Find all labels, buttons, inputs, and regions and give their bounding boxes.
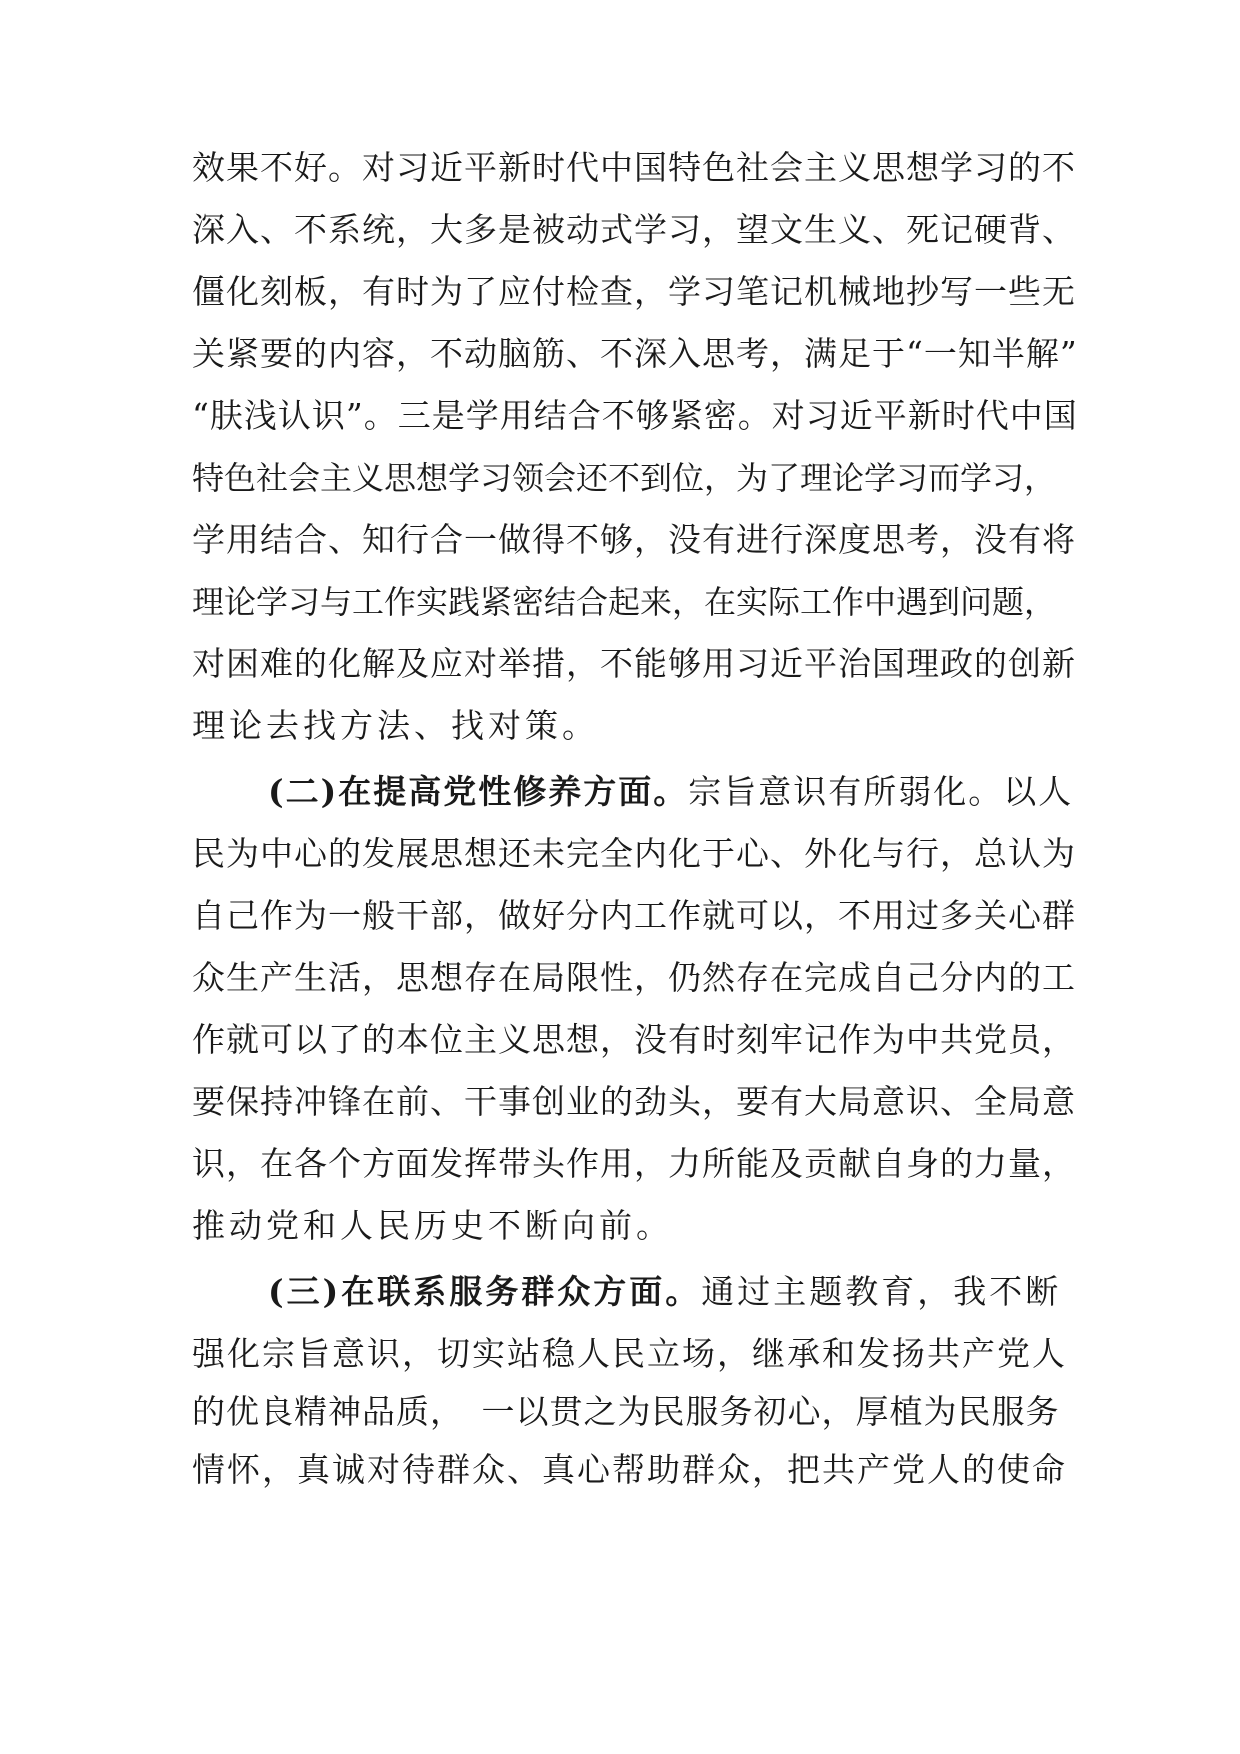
section-2-heading: (二)在提高党性修养方面。 (268, 772, 689, 811)
paragraph-3-line-2: 强化宗旨意识，切实站稳人民立场，继承和发扬共产党人 (192, 1334, 1067, 1373)
paragraph-1-line-10: 理论去找方法、找对策。 (192, 706, 599, 745)
paragraph-1-line-1: 效果不好。对习近平新时代中国特色社会主义思想学习的不 (192, 148, 1076, 187)
paragraph-1-line-5: “肤浅认识”。三是学用结合不够紧密。对习近平新时代中国 (192, 396, 1078, 435)
paragraph-1-line-9: 对困难的化解及应对举措，不能够用习近平治国理政的创新 (192, 644, 1076, 683)
paragraph-2-line-7: 识，在各个方面发挥带头作用，力所能及贡献自身的力量， (192, 1144, 1076, 1183)
paragraph-1-line-7: 学用结合、知行合一做得不够，没有进行深度思考，没有将 (192, 520, 1076, 559)
paragraph-2-first-line (268, 772, 1082, 812)
paragraph-1-line-6: 特色社会主义思想学习领会还不到位，为了理论学习而学习， (192, 459, 1057, 497)
paragraph-3-line-3: 的优良精神品质， 一以贯之为民服务初心，厚植为民服务 (192, 1392, 1060, 1431)
section-3-heading: (三)在联系服务群众方面。 (268, 1272, 702, 1311)
paragraph-1-line-4: 关紧要的内容，不动脑筋、不深入思考，满足于“一知半解” (192, 334, 1078, 373)
paragraph-2-line-6: 要保持冲锋在前、干事创业的劲头，要有大局意识、全局意 (192, 1082, 1076, 1121)
paragraph-2-line-5: 作就可以了的本位主义思想，没有时刻牢记作为中共党员， (192, 1020, 1076, 1059)
paragraph-1-line-8: 理论学习与工作实践紧密结合起来，在实际工作中遇到问题， (192, 583, 1057, 621)
paragraph-1-line-2: 深入、不系统，大多是被动式学习，望文生义、死记硬背、 (192, 210, 1076, 249)
paragraph-2-line-4: 众生产生活，思想存在局限性，仍然存在完成自己分内的工 (192, 958, 1076, 997)
paragraph-1-line-3: 僵化刻板，有时为了应付检查，学习笔记机械地抄写一些无 (192, 272, 1076, 311)
paragraph-2-line-3: 自己作为一般干部，做好分内工作就可以，不用过多关心群 (192, 896, 1076, 935)
paragraph-2-line-8: 推动党和人民历史不断向前。 (192, 1206, 673, 1245)
paragraph-3-first-line (268, 1272, 1082, 1312)
paragraph-2-line-1: 宗旨意识有所弱化。以人 (688, 772, 1074, 811)
paragraph-3-line-1: 通过主题教育，我不断 (701, 1272, 1062, 1311)
paragraph-3-line-4: 情怀，真诚对待群众、真心帮助群众，把共产党人的使命 (192, 1450, 1067, 1489)
paragraph-2-line-2: 民为中心的发展思想还未完全内化于心、外化与行，总认为 (192, 834, 1076, 873)
